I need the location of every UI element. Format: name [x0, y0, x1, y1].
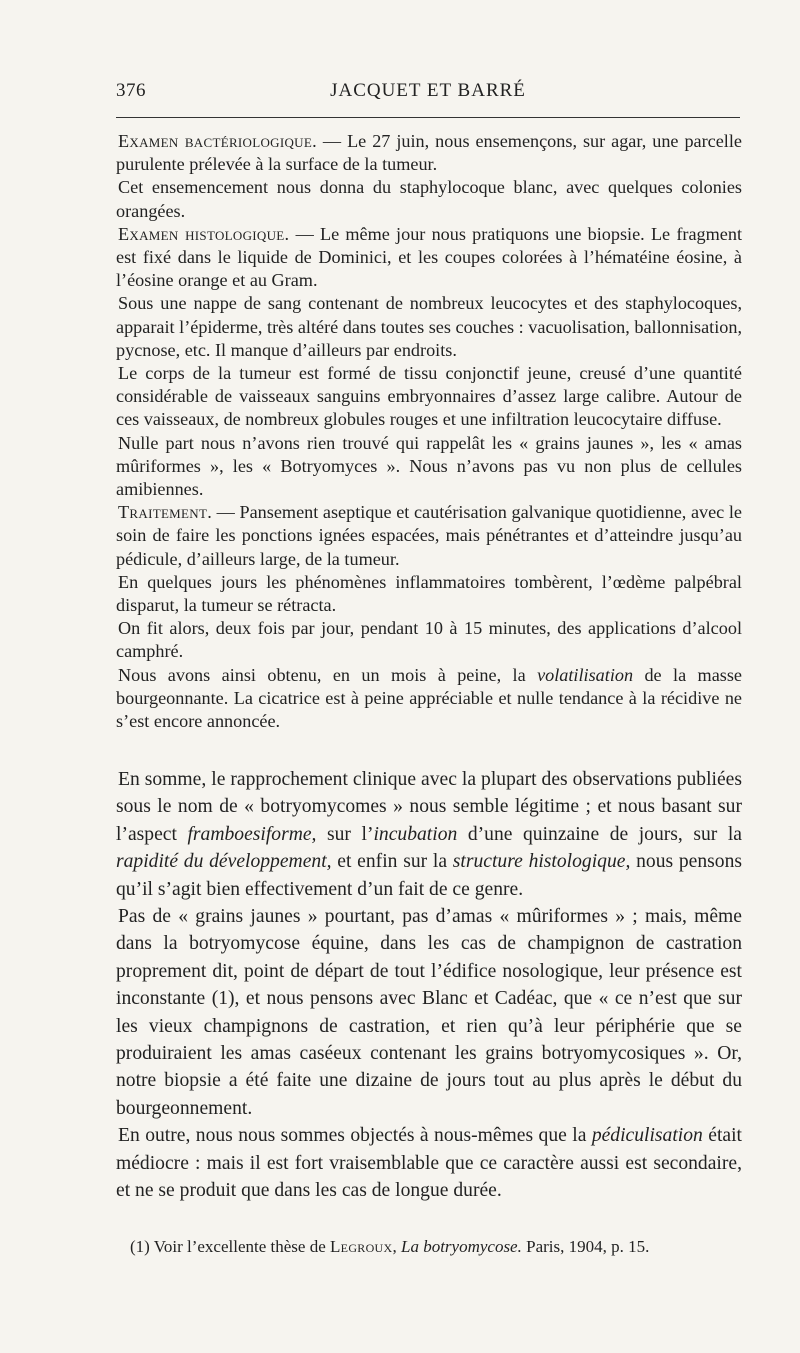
page-number: 376: [116, 80, 146, 101]
running-header: [116, 80, 740, 112]
footnote-text: Paris, 1904, p. 15.: [521, 1237, 650, 1256]
running-title: JACQUET ET BARRÉ: [330, 80, 526, 101]
discussion-section: [116, 766, 742, 1205]
italic-term: framboesiforme,: [187, 823, 317, 845]
italic-term: structure histologique,: [452, 851, 631, 873]
paragraph-text: En somme, le rapprochement clinique avec la plupart des observations publiées sous le nom de « botryomycomes » nous semble légitime ; et nous basant sur l’aspect: [116, 769, 742, 845]
italic-term: pédiculisation: [591, 1125, 703, 1147]
footnote-title: La botryomycose.: [400, 1237, 522, 1256]
paragraph-text: En outre, nous nous sommes objectés à nous-mêmes que la: [118, 1125, 592, 1147]
footnote-text: (1) Voir l’excellente thèse de: [130, 1237, 330, 1256]
paragraph-text: — Le 27 juin, nous ensemençons, sur agar, une parcelle purulente prélevée à la surface de la tumeur.: [116, 131, 742, 175]
section-heading: Examen bactériologique.: [118, 131, 317, 151]
paragraph-tumor-body: Le corps de la tumeur est formé de tissu conjonctif jeune, creusé d’une quantité considérable de vaisseaux sanguins embryonnaires d’assez large calibre. Autour de ces vaisseaux, de nombreux globules rouges et une infiltration leucocytaire diffuse.: [116, 363, 742, 430]
paragraph-text: de la masse bourgeonnante. La cicatrice est à peine appréciable et nulle tendance à la récidive ne s’est encore annoncée.: [116, 664, 742, 732]
paragraph-text: était médiocre : mais il est fort vraisemblable que ce caractère aussi est secondaire, et ne se produit que dans les cas de longue durée.: [116, 1125, 742, 1202]
paragraph-text: sur l’: [316, 823, 374, 845]
paragraph-result: [116, 664, 742, 734]
paragraph-findings: Nulle part nous n’avons rien trouvé qui rappelât les « grains jaunes », les « amas mûriformes », les « Botryomyces ». Nous n’avons pas vu non plus de cellules amibiennes.: [116, 432, 742, 500]
paragraph-camphor: On fit alors, deux fois par jour, pendant 10 à 15 minutes, des applications d’alcool camphré.: [116, 618, 742, 662]
paragraph-text: nous pensons qu’il s’agit bien effectivement d’un fait de ce genre.: [116, 851, 743, 900]
paragraph-text: et enfin sur la: [331, 851, 453, 873]
paragraph-histology: [116, 223, 742, 293]
footnote-author: Legroux: [330, 1237, 393, 1256]
paragraph-treatment: [116, 501, 742, 571]
paragraph-text: d’une quinzaine de jours, sur la: [457, 823, 742, 845]
paragraph-text: Nous avons ainsi obtenu, en un mois à peine, la: [118, 664, 538, 685]
italic-term: incubation: [373, 823, 458, 845]
paragraph-text: — Pansement aseptique et cautérisation galvanique quotidienne, avec le soin de faire les ponctions ignées espacées, mais pénétrantes et d’atteindre jusqu’au pédicule, d’ailleurs large, de la tumeur.: [116, 502, 742, 569]
italic-term: rapidité du développement,: [116, 851, 332, 873]
footnote: [130, 1236, 750, 1258]
paragraph-pediculisation: [116, 1122, 742, 1204]
paragraph-conclusion: [116, 766, 742, 903]
paragraph-evolution: En quelques jours les phénomènes inflammatoires tombèrent, l’œdème palpébral disparut, la tumeur se rétracta.: [116, 571, 742, 616]
section-heading: Traitement.: [118, 502, 213, 523]
case-report-section: [116, 130, 742, 733]
section-heading: Examen histologique.: [118, 223, 290, 244]
footnote-text: ,: [392, 1237, 401, 1256]
italic-term: volatilisation: [537, 664, 634, 685]
paragraph-epidermis: Sous une nappe de sang contenant de nombreux leucocytes et des staphylocoques, apparait l’épiderme, très altéré dans toutes ses couches : vacuolisation, ballonnisation, pycnose, etc. Il manque d’ailleurs par endroits.: [116, 293, 742, 360]
paragraph-grains: Pas de « grains jaunes » pourtant, pas d’amas « mûriformes » ; mais, même dans la botryomycose équine, dans les cas de champignon de castration proprement dit, point de départ de tout l’édifice nosologique, leur présence est inconstante (1), et nous pensons avec Blanc et Cadéac, que « ce n’est que sur les vieux champignons de castration, et rien qu’à leur périphérie que se produiraient les amas caséeux contenant les grains botryomycosiques ». Or, notre biopsie a été faite une dizaine de jours tout au plus après le début du bourgeonnement.: [116, 906, 742, 1119]
paragraph-culture: Cet ensemencement nous donna du staphylocoque blanc, avec quelques colonies orangées.: [116, 177, 742, 221]
paragraph-text: — Le même jour nous pratiquons une biopsie. Le fragment est fixé dans le liquide de Dominici, et les coupes colorées à l’hématéine éosine, à l’éosine orange et au Gram.: [116, 223, 742, 291]
paragraph-bacteriology: [116, 130, 742, 176]
header-rule: [116, 117, 740, 118]
